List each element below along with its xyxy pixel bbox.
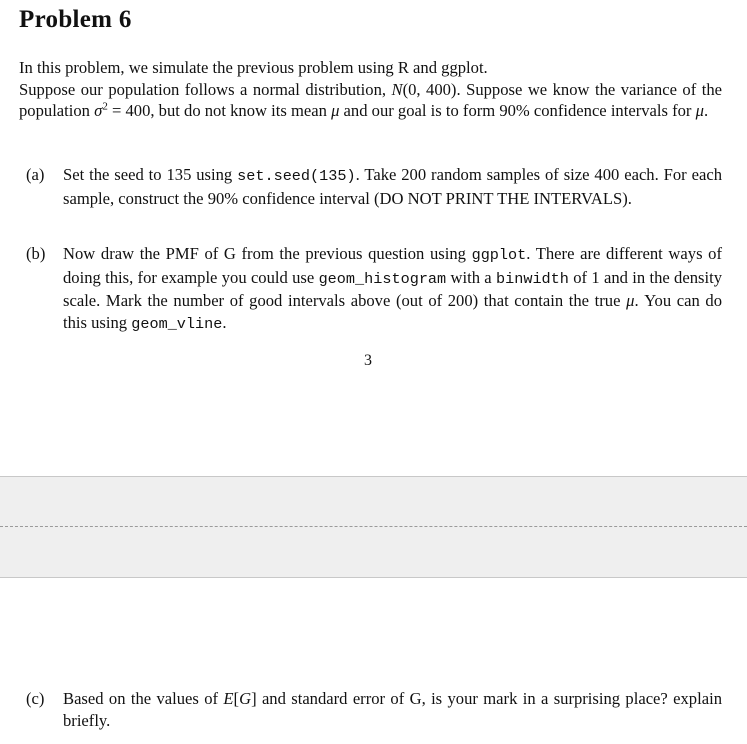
normal-symbol: N <box>391 79 403 99</box>
intro-line-1: In this problem, we simulate the previous problem using R and ggplot. <box>19 58 488 77</box>
mu-symbol: μ <box>331 101 340 120</box>
code-geom-histogram: geom_histogram <box>318 269 447 288</box>
page-number: 3 <box>364 352 372 369</box>
part-c <box>26 688 722 731</box>
code-ggplot: ggplot <box>471 246 527 264</box>
problem-intro: In this problem, we simulate the previous problem using R and ggplot. Suppose our population follows a normal distribution, N(0, 400). Suppose we know the variance of the population $\sigma^2 = 400$, but do not know its mean μ and our goal is to form 90% confidence intervals for μ. <box>19 58 722 120</box>
code-set-seed: set.seed(135) <box>237 167 356 185</box>
code-binwidth: binwidth <box>495 269 569 288</box>
sigma-symbol: σ <box>94 101 103 120</box>
part-b-text: Now draw the PMF of G from the previous question using ggplot. There are different ways of doing this, for example you could use geom_histogram with a binwidth of 1 and in the density scale. Mark the number of good intervals above (out of 200) that contain the true μ. You can do this using geom_vline. <box>63 244 722 333</box>
code-geom-vline: geom_vline <box>131 314 223 333</box>
part-b-label: (b) <box>26 244 46 263</box>
part-a-label: (a) <box>26 165 45 184</box>
part-b <box>26 243 722 335</box>
page-break-gap-bottom <box>0 527 747 578</box>
part-c-label: (c) <box>26 689 45 708</box>
part-a-text: Set the seed to 135 using set.seed(135). Take 200 random samples of size 400 each. For each sample, construct the 90% confidence interval (DO NOT PRINT THE INTERVALS). <box>63 165 723 208</box>
part-c-text: Based on the values of E[G] and standard error of G, is your mark in a surprising place? explain briefly. <box>63 689 722 730</box>
part-a <box>26 164 722 209</box>
problem-title: Problem 6 <box>19 6 132 33</box>
page-break-gap-top <box>0 476 747 527</box>
page-break-divider <box>0 526 747 527</box>
